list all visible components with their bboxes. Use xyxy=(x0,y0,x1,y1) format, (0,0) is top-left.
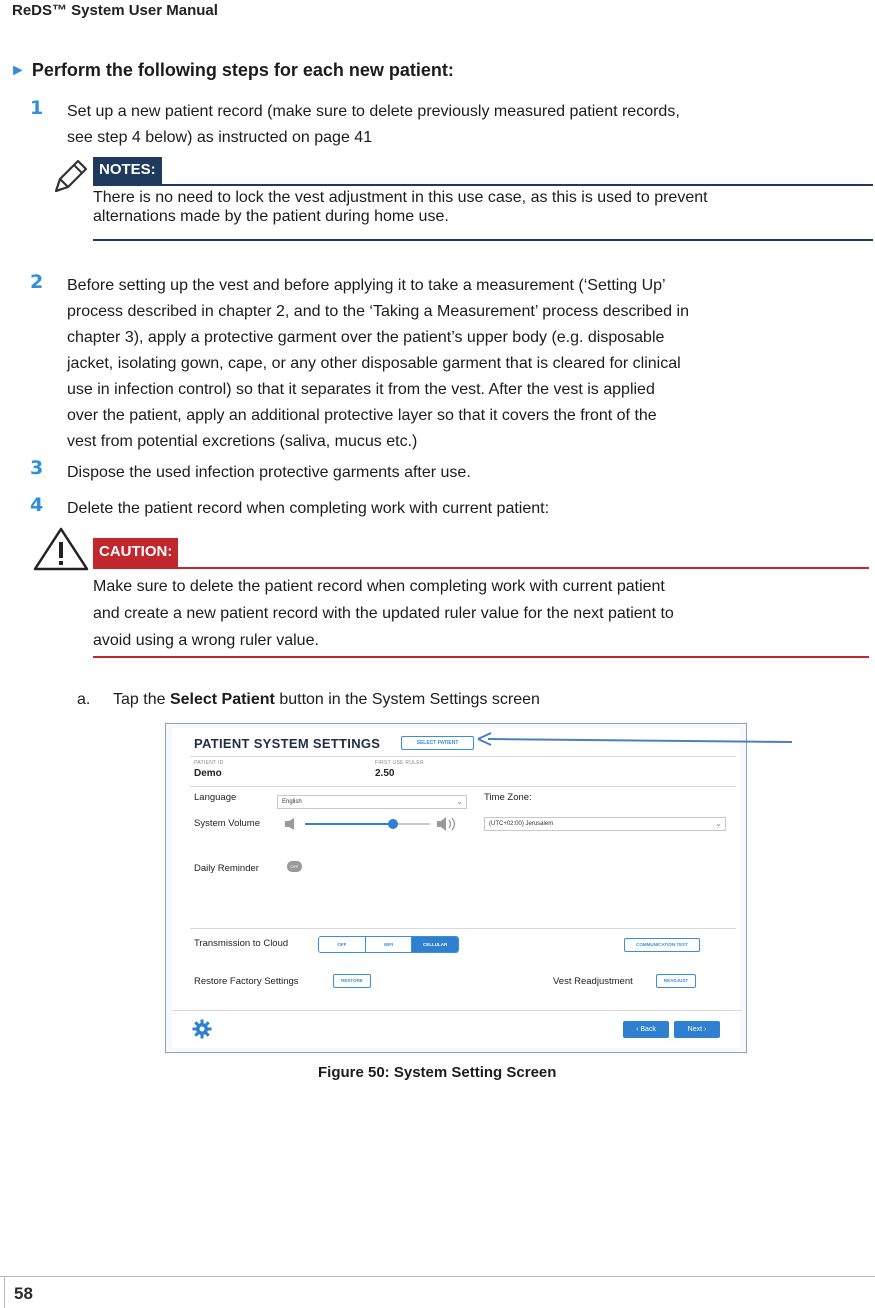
volume-high-icon xyxy=(436,816,460,837)
notes-text xyxy=(93,188,875,226)
step-2-line-3: chapter 3), apply a protective garment over the patient’s upper body (e.g. disposable xyxy=(67,329,665,346)
notes-line-2: alternations made by the patient during home use. xyxy=(93,208,449,225)
step-2-line-7: vest from potential excretions (saliva, mucus etc.) xyxy=(67,433,418,450)
language-select-value: English xyxy=(282,799,302,805)
caution-line-3: avoid using a wrong ruler value. xyxy=(93,632,319,649)
notes-bottom-rule xyxy=(93,239,873,241)
step-2-line-1: Before setting up the vest and before applying it to take a measurement (‘Setting Up’ xyxy=(67,277,666,294)
notes-top-rule xyxy=(93,184,873,186)
transmission-label: Transmission to Cloud xyxy=(194,938,289,949)
select-patient-button[interactable]: SELECT PATIENT xyxy=(401,736,474,750)
substep-prefix: Tap the xyxy=(113,691,170,708)
restore-label: Restore Factory Settings xyxy=(194,976,299,987)
chevron-right-icon: › xyxy=(702,1026,707,1033)
daily-reminder-toggle[interactable]: OFF xyxy=(287,861,302,872)
back-button[interactable] xyxy=(623,1021,669,1038)
step-2-line-6: over the patient, apply an additional protective layer so that it covers the front of the xyxy=(67,407,657,424)
step-2-line-5: use in infection control) so that it separates it from the vest. After the vest is applied xyxy=(67,381,655,398)
step-2-number: 2 xyxy=(30,271,44,293)
language-label: Language xyxy=(194,792,237,803)
communication-test-button[interactable]: COMMUNICATION TEST xyxy=(624,938,700,952)
caution-line-2: and create a new patient record with the updated ruler value for the next patient to xyxy=(93,605,674,622)
footer-rule xyxy=(0,1276,875,1277)
triangle-bullet-icon: ► xyxy=(10,61,26,79)
chevron-down-icon: ⌄ xyxy=(456,797,463,806)
section-heading-text: Perform the following steps for each new patient: xyxy=(31,60,454,80)
patient-id-value: Demo xyxy=(194,768,222,779)
pencil-icon xyxy=(50,158,90,198)
timezone-select[interactable] xyxy=(484,817,726,831)
transmission-segmented-control[interactable] xyxy=(318,936,459,953)
ruler-label: FIRST USE RULER xyxy=(375,760,424,766)
step-4-text: Delete the patient record when completing work with current patient: xyxy=(67,500,550,517)
step-3-text: Dispose the used infection protective garments after use. xyxy=(67,464,471,481)
volume-label: System Volume xyxy=(194,818,260,829)
caution-top-rule xyxy=(93,567,869,569)
transmission-option-wifi[interactable]: WIFI xyxy=(366,937,413,952)
system-settings-screenshot xyxy=(165,723,747,1053)
document-header-title: ReDS™ System User Manual xyxy=(12,2,218,19)
volume-slider-knob[interactable] xyxy=(388,819,398,829)
step-4-number: 4 xyxy=(30,494,44,516)
step-1-text xyxy=(67,99,680,151)
volume-slider-fill xyxy=(305,823,393,825)
warning-triangle-icon xyxy=(32,526,90,572)
info-divider xyxy=(190,786,736,787)
patient-id-label: PATIENT ID xyxy=(194,760,224,766)
substep-bold: Select Patient xyxy=(169,691,275,708)
settings-divider xyxy=(190,928,736,929)
reminder-label: Daily Reminder xyxy=(194,863,259,874)
step-1-line-1: Set up a new patient record (make sure to delete previously measured patient records, xyxy=(67,103,680,120)
notes-tag: NOTES: xyxy=(93,157,162,184)
section-heading xyxy=(10,60,454,81)
gear-icon[interactable] xyxy=(192,1019,212,1044)
timezone-select-value: (UTC+02:00) Jerusalem xyxy=(489,821,554,827)
notes-line-1: There is no need to lock the vest adjustment in this use case, as this is used to prevent xyxy=(93,189,708,206)
transmission-option-cellular[interactable]: CELLULAR xyxy=(412,937,458,952)
screenshot-canvas xyxy=(172,728,740,1048)
next-button-label: Next xyxy=(687,1026,703,1033)
page-number: 58 xyxy=(14,1284,33,1303)
next-button[interactable] xyxy=(674,1021,720,1038)
step-2-line-2: process described in chapter 2, and to the ‘Taking a Measurement’ process described in xyxy=(67,303,689,320)
caution-line-1: Make sure to delete the patient record when completing work with current patient xyxy=(93,578,665,595)
substep-marker: a. xyxy=(77,691,91,708)
step-2-line-4: jacket, isolating gown, cape, or any other disposable garment that is cleared for clinical xyxy=(67,355,681,372)
caution-bottom-rule xyxy=(93,656,869,658)
step-3-number: 3 xyxy=(30,457,44,479)
readjust-label: Vest Readjustment xyxy=(553,976,633,987)
step-1-number: 1 xyxy=(30,97,44,119)
figure-caption: Figure 50: System Setting Screen xyxy=(318,1064,557,1081)
caution-tag: CAUTION: xyxy=(93,538,178,567)
transmission-option-off[interactable]: OFF xyxy=(319,937,366,952)
title-divider xyxy=(190,756,736,757)
ruler-value: 2.50 xyxy=(375,768,395,779)
footer-divider xyxy=(172,1010,742,1011)
language-select[interactable] xyxy=(277,795,467,809)
chevron-down-icon: ⌄ xyxy=(715,819,722,828)
screen-title: PATIENT SYSTEM SETTINGS xyxy=(194,736,381,751)
volume-low-icon xyxy=(284,817,300,836)
caution-text xyxy=(93,573,674,654)
back-button-label: Back xyxy=(640,1026,656,1033)
substep-suffix: button in the System Settings screen xyxy=(274,691,540,708)
step-1-line-2: see step 4 below) as instructed on page 41 xyxy=(67,129,373,146)
pointer-arrow-icon xyxy=(476,730,794,750)
substep-text xyxy=(113,687,540,713)
restore-button[interactable]: RESTORE xyxy=(333,974,371,988)
readjust-button[interactable]: READJUST xyxy=(656,974,696,988)
step-2-text xyxy=(67,273,689,455)
timezone-label: Time Zone: xyxy=(484,792,532,803)
chevron-left-icon: ‹ xyxy=(636,1026,641,1033)
footer-side-rule xyxy=(4,1277,5,1308)
